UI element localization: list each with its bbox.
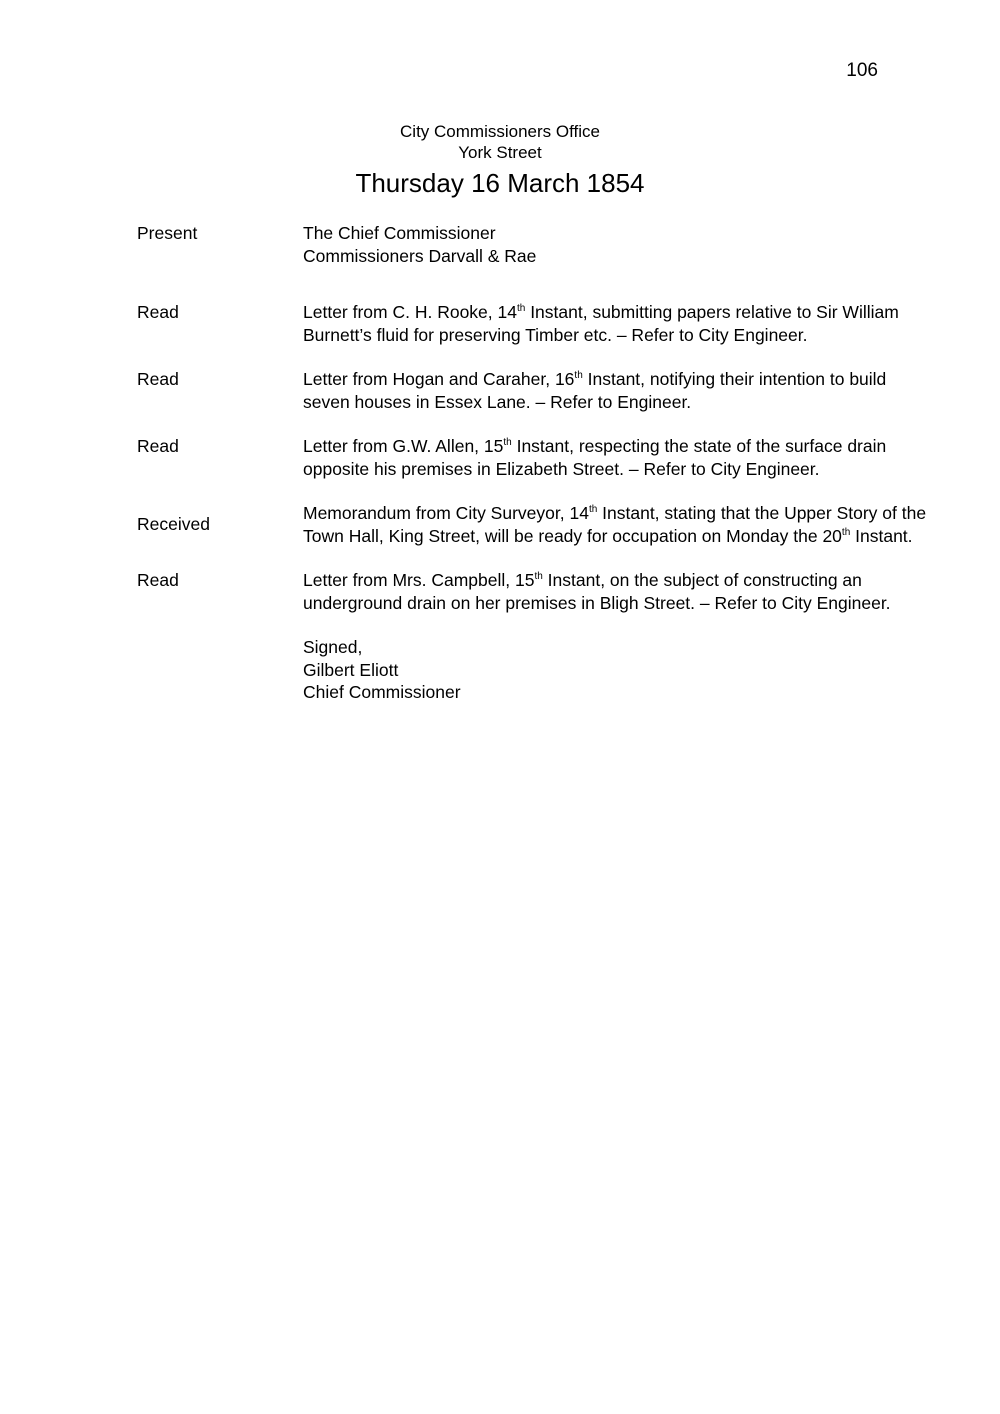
entry-text: Letter from C. H. Rooke, 14th Instant, submitting papers relative to Sir William Burnett’s fluid for preserving Timber etc. – Refer to City Engineer. [303, 302, 899, 345]
office-name: City Commissioners Office [400, 122, 600, 141]
present-label: Present [137, 223, 198, 243]
signatory-name: Gilbert Eliott [303, 659, 399, 680]
present-attendee: Commissioners Darvall & Rae [303, 245, 537, 266]
office-street: York Street [458, 143, 542, 162]
entry-label: Read [137, 302, 179, 322]
entry-text: Memorandum from City Surveyor, 14th Instant, stating that the Upper Story of the Town Hall, King Street, will be ready for occupation on Monday the 20th Instant. [303, 503, 927, 546]
signatory-title: Chief Commissioner [303, 682, 461, 702]
entry-text: Letter from Mrs. Campbell, 15th Instant, on the subject of constructing an underground drain on her premises in Bligh Street. – Refer to City Engineer. [303, 570, 891, 613]
minute-entry [137, 435, 927, 480]
minute-entry [137, 502, 927, 547]
entry-label: Read [137, 436, 179, 456]
signed-line: Signed, [303, 637, 363, 657]
meeting-date: Thursday 16 March 1854 [355, 168, 645, 198]
present-list [303, 222, 927, 267]
entry-text: Letter from G.W. Allen, 15th Instant, respecting the state of the surface drain opposite his premises in Elizabeth Street. – Refer to City Engineer. [303, 436, 887, 479]
entry-label: Read [137, 570, 179, 590]
minutes-body [137, 222, 927, 726]
minute-entry [137, 301, 927, 346]
present-attendee: The Chief Commissioner [303, 223, 496, 243]
entry-text: Letter from Hogan and Caraher, 16th Instant, notifying their intention to build seven houses in Essex Lane. – Refer to Engineer. [303, 369, 887, 412]
page-number: 106 [846, 60, 878, 81]
signature-block [137, 636, 927, 704]
minute-entry [137, 569, 927, 614]
present-entry [137, 222, 927, 267]
entry-label: Received [137, 514, 210, 535]
entry-label: Read [137, 369, 179, 389]
minute-entry [137, 368, 927, 413]
minutes-header [0, 121, 1000, 200]
